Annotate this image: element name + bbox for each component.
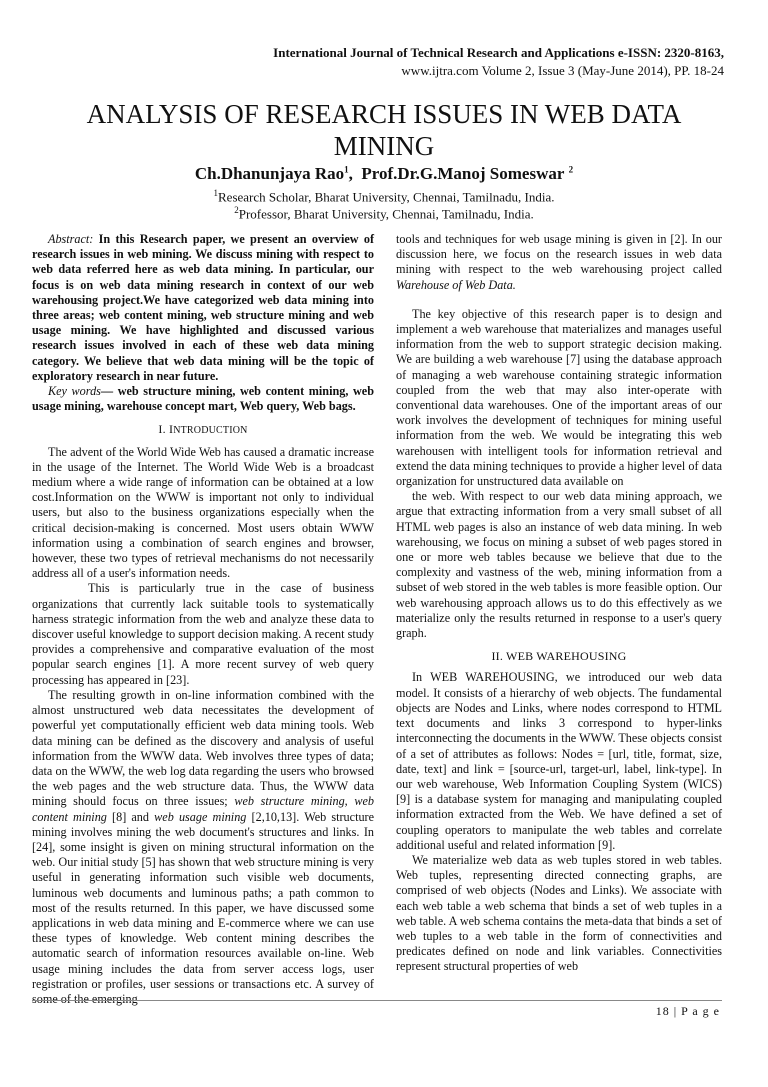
keywords-text: — web structure mining, web content mining, web usage mining, warehouse concept mart, Web query, Web bags. xyxy=(32,384,374,414)
journal-issue-line: www.ijtra.com Volume 2, Issue 3 (May-June 2014), PP. 18-24 xyxy=(401,63,724,78)
warehousing-paragraph-1: In WEB WAREHOUSING, we introduced our web data model. It consists of a hierarchy of web objects. The fundamental objects are Nodes and Links, where nodes correspond to HTML text documents and links 3 correspond to hyper-links interconnecting the documents in the WWW. These objects consist of a set of attributes as follows: Nodes = [url, title, format, size, date, text] and link = [source-url, target-url, label, link-type]. In our web warehouse, Web Information Coupling System (WICS) [9] is a database system for managing and manipulating coupled information extracted from the Web. We have defined a set of coupling operators to manipulate the web tables and correlate additional useful and related information [9]. xyxy=(396,670,722,852)
intro-p3-text-c: [2,10,13]. Web structure mining involves mining the web document's structures and links. In [24], some insight is given on mining structural information on the web. Our initial study [5] has shown that web structure mining is very useful in generating information such visible web documents, luminous web documents and luminous paths; a path common to most of the results returned. In this paper, we have discussed some applications in web data mining and E-commerce where we can use these types of knowledge. Web content mining describes the automatic search of information resources available on-line. Web usage mining includes the data from server access logs, user registration or profiles, user sessions or transactions etc. A survey of some of the emerging xyxy=(32,809,375,1006)
affiliation-2 xyxy=(40,205,728,222)
affiliation-1 xyxy=(40,188,728,205)
keywords-label: Key words xyxy=(48,384,101,399)
intro-p3-emphasis-1: web structure mining, web content mining xyxy=(32,794,374,824)
section-1-heading xyxy=(32,422,374,438)
paper-title: ANALYSIS OF RESEARCH ISSUES IN WEB DATA MINING xyxy=(86,99,682,161)
affiliation-2-sup: 2 xyxy=(234,205,239,215)
right-p0-text: tools and techniques for web usage mining is given in [2]. In our discussion here, we focus on the research issues in web data mining with respect to the web warehousing project called xyxy=(396,232,722,277)
page-number: 18 | P a g e xyxy=(655,1004,720,1018)
section-2-heading: II. WEB WAREHOUSING xyxy=(491,649,627,664)
author-2: Prof.Dr.G.Manoj Someswar xyxy=(361,164,565,183)
intro-p3-emphasis-2: web usage mining xyxy=(154,809,247,824)
section-1-heading-text: NTRODUCTION xyxy=(173,425,248,437)
right-column xyxy=(396,232,722,975)
affiliation-1-sup: 1 xyxy=(213,188,218,198)
affiliation-1-text: Research Scholar, Bharat University, Chennai, Tamilnadu, India. xyxy=(218,189,555,205)
keywords xyxy=(32,384,374,414)
author-1: Ch.Dhanunjaya Rao xyxy=(194,164,345,183)
author-2-sup: 2 xyxy=(568,164,574,175)
right-paragraph-0 xyxy=(396,232,722,293)
right-paragraph-1: The key objective of this research paper is to design and implement a web warehouse that materializes and manages useful information from the web to support strategic decision making. We are building a web warehouse [7] using the database approach of managing a web warehouse containing strategic information coupled from the web that may also inter-operate with conventional data warehouses. One of the important areas of our work involves the development of techniques for mining useful information from the web. We would be integrating this web warehousen with intelligent tools for information retrieval and extend the data mining techniques to provide a higher level of data organization for unstructured data available on xyxy=(396,306,722,489)
abstract-text: In this Research paper, we present an overview of research issues in web mining. We discuss mining with respect to web data referred here as web data mining. In particular, our focus is on web data mining research in context of our web warehousing project.We have categorized web data mining into three areas; web content mining, web structure mining and web usage mining. We have highlighted and discussed various research issues involved in each of these web data mining category. We believe that web data mining will be the topic of exploratory research in near future. xyxy=(32,232,374,383)
journal-header xyxy=(164,44,724,80)
intro-p3-text-b: [8] and xyxy=(106,809,155,824)
affiliation-2-text: Professor, Bharat University, Chennai, Tamilnadu, India. xyxy=(238,206,534,222)
left-column xyxy=(32,232,374,1007)
paragraph-spacer xyxy=(396,293,722,307)
journal-name-line: International Journal of Technical Research and Applications e-ISSN: 2320-8163, xyxy=(273,45,724,60)
intro-paragraph-1: The advent of the World Wide Web has caused a dramatic increase in the usage of the Internet. The World Wide Web is a broadcast medium where a wide range of information can be obtained at a low cost.Information on the WWW is important not only to individual users, but also to the business organizations especially when the critical decision-making is concerned. Most users obtain WWW information using a combination of search engines and browser, however, these two types of retrieval mechanisms do not necessarily address all of a user's information needs. xyxy=(32,444,374,581)
right-paragraph-2: the web. With respect to our web data mining approach, we argue that extracting information from a very small subset of all HTML web pages is also an instance of web data mining. In web warehousing, we focus on mining a subset of web pages stored in one or more web tables because we believe that due to the complexity and vastness of the web, mining information from a subset of web stored in the web tables is more feasible option. Our web warehousing approach allows us to do this effectively as we materialize only the results returned in response to a user's query graph. xyxy=(396,489,722,641)
authors: Ch.Dhanunjaya Rao$^1$, Prof.Dr.G.Manoj Someswar $^2$ xyxy=(194,164,574,183)
intro-p3-text-a: The resulting growth in on-line information combined with the almost unstructured web data necessitates the development of powerful yet computationally efficient web data mining tools. Web data mining can be defined as the discovery and analysis of useful information from the WWW data. Web involves three types of data; data on the WWW, the web log data regarding the users who browsed the web pages and the web structure data. Thus, the WWW data mining should focus on three issues; xyxy=(32,687,374,809)
abstract-label: Abstract: xyxy=(48,232,94,246)
intro-paragraph-2: This is particularly true in the case of business organizations that currently lack suitable tools to systematically harness strategic information from the web and analyze these data to discover useful knowledge to support decision making. A recent study provides a comprehensive and comparative evaluation of the most popular search engines [1]. A more recent survey of web query processing has appeared in [23]. xyxy=(32,581,374,687)
intro-paragraph-3 xyxy=(32,688,374,1007)
warehousing-paragraph-2: We materialize web data as web tuples stored in web tables. Web tuples, representing directed connecting graphs, are comprised of web objects (Nodes and Links). We associate with each web table a web schema that binds a set of web tuples in a web table. A web schema contains the meta-data that binds a set of web tuples to a web table in the form of connectivities and predicates defined on node and link variables. Connectivities represent structural properties of web xyxy=(396,852,722,974)
section-1-numeral: I. I xyxy=(158,422,174,437)
footer-divider xyxy=(32,1000,722,1001)
right-p0-emphasis: Warehouse of Web Data. xyxy=(396,277,516,292)
abstract xyxy=(32,232,374,384)
author-1-sup: 1 xyxy=(344,164,349,175)
